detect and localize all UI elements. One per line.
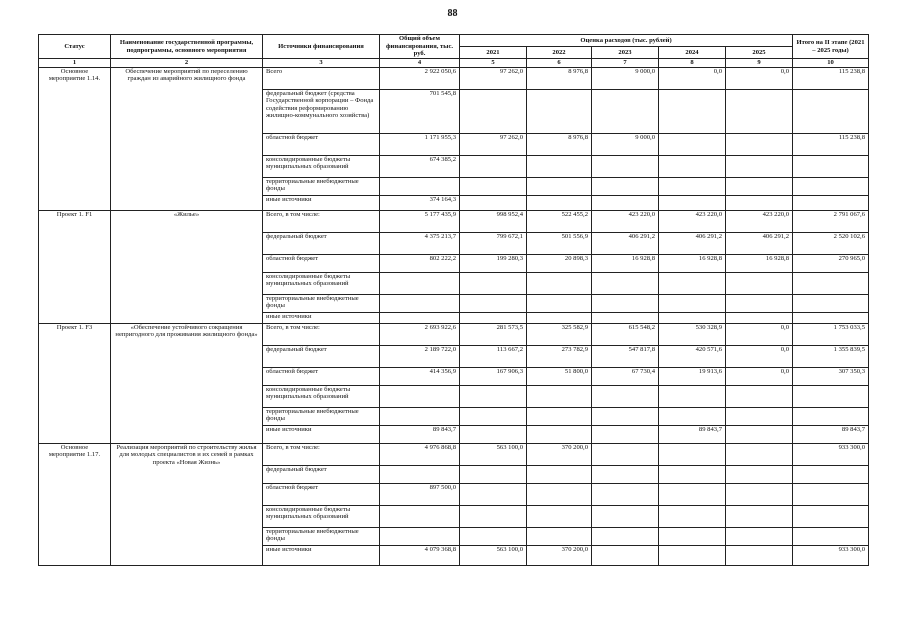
amount-cell [659,312,726,323]
financing-source: иные источники [263,312,380,323]
amount-cell: 370 200,0 [527,545,592,565]
financing-source: консолидированные бюджеты муниципальных образований [263,385,380,407]
amount-cell [726,294,793,312]
amount-cell [659,155,726,177]
amount-cell [659,133,726,155]
amount-cell [726,312,793,323]
amount-cell: 802 222,2 [380,254,460,272]
amount-cell: 998 952,4 [460,210,527,232]
amount-cell: 2 922 050,6 [380,67,460,89]
amount-cell: 281 573,5 [460,323,527,345]
column-number: 10 [793,59,869,68]
row-program-name: «Обеспечение устойчивого сокращения непригодного для проживания жилищного фонда» [111,323,263,443]
column-number: 8 [659,59,726,68]
header-name: Наименование государственной программы, подпрограммы, основного мероприятия [111,35,263,59]
amount-cell: 1 171 955,3 [380,133,460,155]
amount-cell [592,465,659,483]
amount-cell [793,89,869,133]
amount-cell [527,294,592,312]
amount-cell: 89 843,7 [380,425,460,443]
amount-cell [527,505,592,527]
header-year: 2025 [726,47,793,59]
amount-cell: 273 782,9 [527,345,592,367]
amount-cell [592,425,659,443]
amount-cell: 5 177 435,9 [380,210,460,232]
amount-cell: 0,0 [726,323,793,345]
header-year: 2022 [527,47,592,59]
amount-cell: 2 520 102,6 [793,232,869,254]
amount-cell: 97 262,0 [460,133,527,155]
amount-cell [592,155,659,177]
amount-cell [726,443,793,465]
amount-cell: 97 262,0 [460,67,527,89]
amount-cell [592,527,659,545]
amount-cell: 307 350,3 [793,367,869,385]
financing-source: федеральный бюджет [263,345,380,367]
row-status: Основное мероприятие 1.14. [39,67,111,210]
amount-cell: 0,0 [726,367,793,385]
amount-cell [460,505,527,527]
column-number: 9 [726,59,793,68]
amount-cell [592,483,659,505]
table-body [39,67,869,565]
amount-cell [592,443,659,465]
amount-cell: 2 189 722,0 [380,345,460,367]
amount-cell [527,272,592,294]
amount-cell [380,177,460,195]
amount-cell: 51 800,0 [527,367,592,385]
amount-cell [726,195,793,210]
amount-cell [726,89,793,133]
row-status: Основное мероприятие 1.17. [39,443,111,565]
financing-source: областной бюджет [263,483,380,505]
amount-cell [726,385,793,407]
amount-cell [527,385,592,407]
amount-cell: 16 928,8 [726,254,793,272]
financing-source: Всего, в том числе: [263,323,380,345]
financing-source: федеральный бюджет [263,465,380,483]
amount-cell [380,385,460,407]
amount-cell: 8 976,8 [527,67,592,89]
amount-cell [380,272,460,294]
amount-cell [659,177,726,195]
financing-source: иные источники [263,195,380,210]
amount-cell [793,407,869,425]
amount-cell [659,483,726,505]
amount-cell: 615 548,2 [592,323,659,345]
amount-cell [659,195,726,210]
financing-source: Всего, в том числе: [263,210,380,232]
amount-cell: 2 693 922,6 [380,323,460,345]
column-number: 7 [592,59,659,68]
amount-cell [527,483,592,505]
column-number: 3 [263,59,380,68]
amount-cell [793,195,869,210]
amount-cell: 370 200,0 [527,443,592,465]
financing-source: областной бюджет [263,254,380,272]
amount-cell: 799 672,1 [460,232,527,254]
amount-cell [592,177,659,195]
amount-cell: 67 730,4 [592,367,659,385]
amount-cell [460,177,527,195]
financing-source: федеральный бюджет (средства Государственной корпорации – Фонда содействия реформированию жилищно-коммунального хозяйства) [263,89,380,133]
amount-cell [380,294,460,312]
amount-cell: 414 356,9 [380,367,460,385]
amount-cell [793,177,869,195]
amount-cell [659,385,726,407]
financing-source: Всего [263,67,380,89]
amount-cell [592,545,659,565]
amount-cell: 406 291,2 [592,232,659,254]
amount-cell: 501 556,9 [527,232,592,254]
financing-source: консолидированные бюджеты муниципальных образований [263,272,380,294]
amount-cell [726,177,793,195]
financing-source: областной бюджет [263,367,380,385]
amount-cell: 701 545,8 [380,89,460,133]
amount-cell: 374 164,3 [380,195,460,210]
amount-cell: 89 843,7 [793,425,869,443]
financing-source: консолидированные бюджеты муниципальных образований [263,505,380,527]
amount-cell: 89 843,7 [659,425,726,443]
row-program-name: Обеспечение мероприятий по переселению граждан из аварийного жилищного фонда [111,67,263,210]
amount-cell: 4 976 868,8 [380,443,460,465]
amount-cell [460,527,527,545]
amount-cell [726,465,793,483]
financing-source: федеральный бюджет [263,232,380,254]
row-status: Проект 1. F1 [39,210,111,323]
table-row [39,67,869,89]
amount-cell [659,443,726,465]
amount-cell [527,407,592,425]
amount-cell: 9 000,0 [592,133,659,155]
table-row [39,323,869,345]
amount-cell: 1 753 033,5 [793,323,869,345]
amount-cell [659,89,726,133]
amount-cell [659,407,726,425]
amount-cell: 167 906,3 [460,367,527,385]
amount-cell: 563 100,0 [460,545,527,565]
amount-cell: 16 928,8 [659,254,726,272]
amount-cell: 9 000,0 [592,67,659,89]
amount-cell [527,195,592,210]
financing-source: Всего, в том числе: [263,443,380,465]
amount-cell [726,545,793,565]
financing-source: территориальные внебюджетные фонды [263,177,380,195]
amount-cell: 420 571,6 [659,345,726,367]
header-estimate: Оценка расходов (тыс. рублей) [460,35,793,47]
amount-cell [380,505,460,527]
column-number: 6 [527,59,592,68]
amount-cell [726,155,793,177]
amount-cell [460,465,527,483]
amount-cell [592,385,659,407]
amount-cell: 113 667,2 [460,345,527,367]
amount-cell [659,505,726,527]
row-program-name: «Жилье» [111,210,263,323]
amount-cell [726,133,793,155]
amount-cell [793,505,869,527]
header-total: Общий объем финансирования, тыс. руб. [380,35,460,59]
amount-cell: 115 238,8 [793,133,869,155]
amount-cell [726,272,793,294]
column-number: 1 [39,59,111,68]
amount-cell [793,483,869,505]
amount-cell [659,527,726,545]
amount-cell: 547 817,8 [592,345,659,367]
amount-cell [527,155,592,177]
amount-cell [460,407,527,425]
amount-cell [527,89,592,133]
amount-cell [659,545,726,565]
financing-source: территориальные внебюджетные фонды [263,407,380,425]
amount-cell [592,407,659,425]
amount-cell: 674 385,2 [380,155,460,177]
amount-cell: 8 976,8 [527,133,592,155]
amount-cell: 20 898,3 [527,254,592,272]
column-number: 4 [380,59,460,68]
financing-source: иные источники [263,545,380,565]
amount-cell [380,527,460,545]
amount-cell [527,312,592,323]
financing-source: иные источники [263,425,380,443]
header-source: Источники финансирования [263,35,380,59]
financing-table [38,34,869,566]
amount-cell [460,385,527,407]
header-stage-total: Итого на II этапе (2021 – 2025 годы) [793,35,869,59]
amount-cell [592,89,659,133]
amount-cell: 4 375 213,7 [380,232,460,254]
amount-cell [460,195,527,210]
amount-cell: 16 928,8 [592,254,659,272]
amount-cell [460,89,527,133]
amount-cell [460,312,527,323]
header-status: Статус [39,35,111,59]
amount-cell [726,407,793,425]
amount-cell: 115 238,8 [793,67,869,89]
amount-cell [726,527,793,545]
amount-cell [380,407,460,425]
financing-source: консолидированные бюджеты муниципальных образований [263,155,380,177]
amount-cell: 423 220,0 [726,210,793,232]
amount-cell: 406 291,2 [726,232,793,254]
amount-cell [793,465,869,483]
amount-cell [380,465,460,483]
amount-cell [793,385,869,407]
header-year: 2023 [592,47,659,59]
financing-source: областной бюджет [263,133,380,155]
amount-cell: 423 220,0 [659,210,726,232]
amount-cell: 563 100,0 [460,443,527,465]
amount-cell [527,177,592,195]
amount-cell: 423 220,0 [592,210,659,232]
amount-cell [380,312,460,323]
amount-cell [460,155,527,177]
amount-cell [793,272,869,294]
amount-cell [592,195,659,210]
amount-cell [527,425,592,443]
header-year: 2024 [659,47,726,59]
amount-cell: 0,0 [726,345,793,367]
financing-source: территориальные внебюджетные фонды [263,294,380,312]
amount-cell [793,312,869,323]
amount-cell: 4 079 368,8 [380,545,460,565]
amount-cell [726,425,793,443]
amount-cell: 897 500,0 [380,483,460,505]
amount-cell: 325 582,9 [527,323,592,345]
amount-cell: 2 791 067,6 [793,210,869,232]
amount-cell [592,312,659,323]
column-number: 2 [111,59,263,68]
table-row [39,210,869,232]
amount-cell [726,483,793,505]
amount-cell: 199 280,3 [460,254,527,272]
amount-cell [726,505,793,527]
amount-cell [592,505,659,527]
amount-cell: 933 300,0 [793,443,869,465]
amount-cell [527,465,592,483]
amount-cell: 522 455,2 [527,210,592,232]
amount-cell [527,527,592,545]
amount-cell [592,272,659,294]
amount-cell [659,465,726,483]
page-number: 88 [447,8,458,19]
amount-cell: 933 300,0 [793,545,869,565]
amount-cell [659,272,726,294]
amount-cell [793,527,869,545]
amount-cell [460,272,527,294]
amount-cell: 530 328,9 [659,323,726,345]
column-number: 5 [460,59,527,68]
header-year: 2021 [460,47,527,59]
row-status: Проект 1. F3 [39,323,111,443]
financing-source: территориальные внебюджетные фонды [263,527,380,545]
amount-cell: 0,0 [726,67,793,89]
amount-cell: 0,0 [659,67,726,89]
amount-cell [793,155,869,177]
amount-cell [460,294,527,312]
amount-cell: 1 355 839,5 [793,345,869,367]
amount-cell [460,483,527,505]
amount-cell [592,294,659,312]
table-row [39,443,869,465]
amount-cell: 19 913,6 [659,367,726,385]
row-program-name: Реализация мероприятий по строительству жилья для молодых специалистов и их семей в рамках проекта «Новая Жизнь» [111,443,263,565]
amount-cell [659,294,726,312]
amount-cell: 270 965,0 [793,254,869,272]
amount-cell [460,425,527,443]
amount-cell: 406 291,2 [659,232,726,254]
amount-cell [793,294,869,312]
